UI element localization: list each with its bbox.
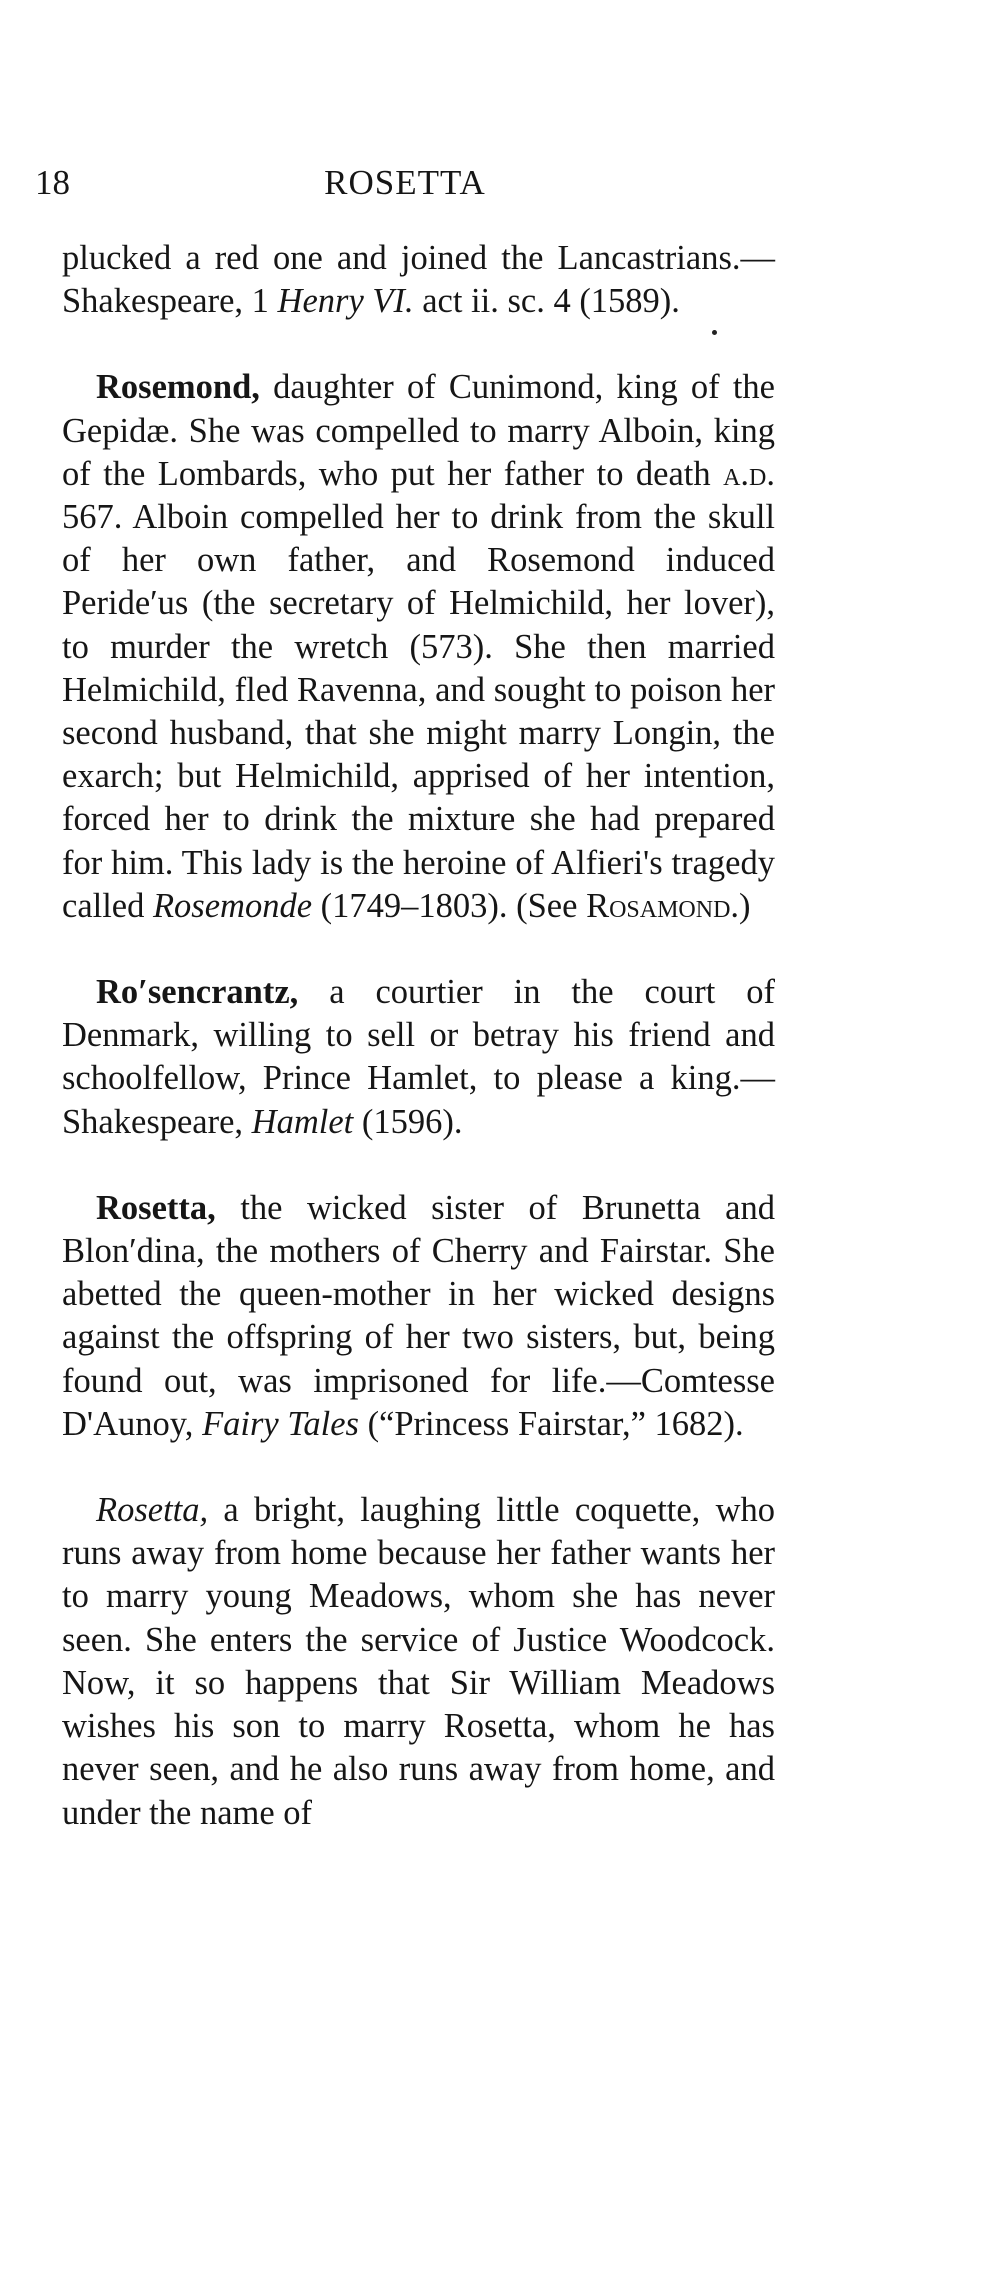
work-title: Hamlet — [251, 1102, 354, 1141]
entry-text: the wicked sister of Brunetta and Blon′dina, the mothers of Cherry and Fairstar. She abetted the queen-mother in her wicked designs against the offspring of her two sisters, but, being found out, was imprisoned for life.—Comtesse D'Aunoy, — [62, 1188, 775, 1443]
page-number: 18 — [35, 163, 70, 202]
headword: Ro′sencrantz, — [96, 973, 299, 1012]
text-column — [62, 237, 775, 1835]
entry-text: (1596). — [353, 1102, 463, 1141]
headword: Rosemond, — [96, 368, 260, 407]
work-title: Rosemonde — [152, 886, 313, 925]
work-title: Henry VI. — [277, 282, 414, 321]
entry-text: ) — [739, 886, 751, 925]
entry-rosencrantz — [62, 971, 775, 1144]
entry-rosetta — [62, 1187, 775, 1446]
entry-text: a bright, laughing little coquette, who runs away from home because her father wants her to marry young Meadows, whom she has never seen. She enters the service of Justice Woodcock. Now, it so happens that Sir William Meadows wishes his son to marry Rosetta, whom he has never seen, and he also runs away from home, and under the name of — [62, 1491, 775, 1832]
entry-text: act ii. sc. 4 (1589). — [413, 282, 680, 321]
entry-text: (1749–1803). (See — [312, 886, 587, 925]
entry-text: 567. Alboin compelled her to drink from the skull of her own father, and Rosemond induced Peride′us (the secretary of Helmichild, her lover), to murder the wretch (573). She then married Helmichild, fled Ravenna, and sought to poison her second husband, that she might marry Longin, the exarch; but Helmichild, apprised of her intention, forced her to drink the mixture she had prepared for him. This lady is the heroine of Alfieri's tragedy called — [62, 498, 775, 925]
era-abbreviation: a.d. — [723, 454, 775, 493]
entry-continuation — [62, 237, 775, 323]
entry-rosetta-coquette — [62, 1489, 775, 1835]
entry-text: a courtier in the court of Denmark, willing to sell or betray his friend and schoolfellow, Prince Hamlet, to please a king.—Shakespeare, — [62, 973, 775, 1141]
headword: Rosetta, — [96, 1188, 216, 1227]
entry-text: (“Princess Fairstar,” 1682). — [358, 1404, 744, 1443]
ink-speck — [712, 330, 717, 335]
cross-reference: Rosamond. — [586, 886, 740, 925]
entry-text: daughter of Cunimond, king of the Gepidæ. She was compelled to marry Alboin, king of the Lombards, who put her father to death — [62, 368, 775, 493]
entry-text: plucked a red one and joined the Lancastrians.—Shakespeare, 1 — [62, 239, 775, 321]
subject-name: Rosetta, — [96, 1491, 209, 1530]
page-header — [35, 158, 775, 208]
entry-rosemond — [62, 366, 775, 928]
work-title: Fairy Tales — [202, 1404, 359, 1443]
running-title: ROSETTA — [324, 163, 486, 202]
